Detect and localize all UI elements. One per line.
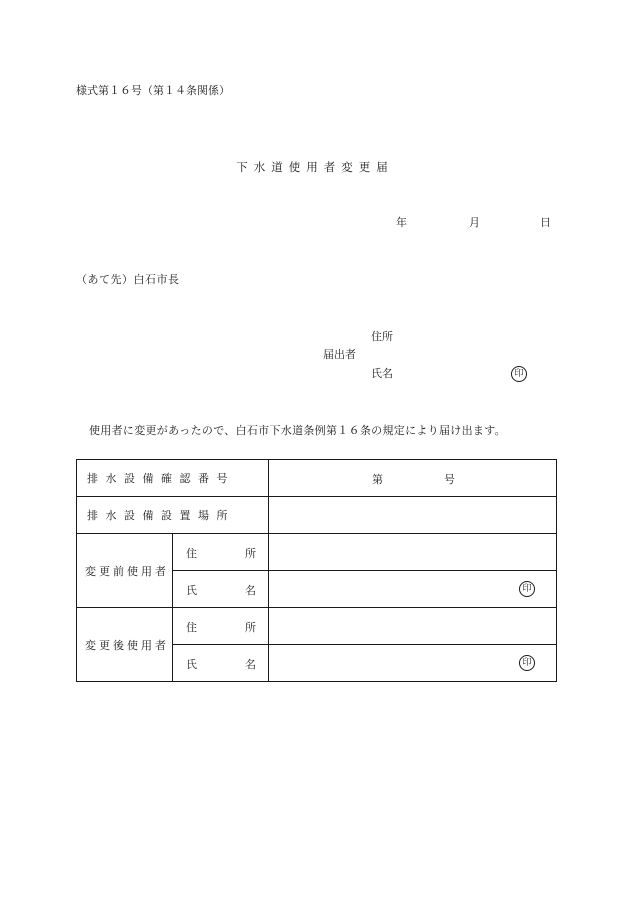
date-year-label: 年 <box>396 216 407 229</box>
previous-user-address-field[interactable] <box>269 534 557 571</box>
name-char-2: 名 <box>245 584 256 597</box>
number-suffix: 号 <box>444 473 455 486</box>
name-char-2: 名 <box>245 658 256 671</box>
table-row <box>77 497 557 534</box>
new-user-name-label <box>173 645 269 682</box>
previous-user-name-field[interactable] <box>269 571 557 608</box>
table-row <box>77 460 557 497</box>
document-title: 下水道使用者変更届 <box>236 160 394 174</box>
applicant-name-label: 氏名 <box>371 367 393 380</box>
confirmation-number-field[interactable] <box>269 460 557 497</box>
name-char-1: 氏 <box>186 658 197 671</box>
installation-location-label: 排水設備設置場所 <box>77 497 269 534</box>
new-user-address-field[interactable] <box>269 608 557 645</box>
applicant-seal-mark: 印 <box>511 366 527 382</box>
table-row <box>77 608 557 645</box>
date-day-label: 日 <box>540 216 551 229</box>
previous-user-label: 変更前使用者 <box>77 534 173 608</box>
applicant-address-label: 住所 <box>371 330 393 343</box>
addr-char-2: 所 <box>245 547 256 560</box>
addr-char-1: 住 <box>186 547 197 560</box>
confirmation-number-label: 排水設備確認番号 <box>77 460 269 497</box>
new-user-address-label <box>173 608 269 645</box>
number-prefix: 第 <box>372 473 383 486</box>
previous-user-address-label <box>173 534 269 571</box>
info-table <box>76 459 557 682</box>
addr-char-2: 所 <box>245 621 256 634</box>
applicant-role-label: 届出者 <box>323 348 356 361</box>
addr-char-1: 住 <box>186 621 197 634</box>
statement-text: 使用者に変更があったので、白石市下水道条例第１６条の規定により届け出ます。 <box>89 424 506 437</box>
new-user-name-field[interactable] <box>269 645 557 682</box>
form-number: 様式第１６号（第１４条関係） <box>76 84 230 97</box>
date-month-label: 月 <box>469 216 480 229</box>
previous-user-seal-mark: 印 <box>519 581 535 597</box>
table-row <box>77 534 557 571</box>
addressee: （あて先）白石市長 <box>76 273 180 286</box>
installation-location-field[interactable] <box>269 497 557 534</box>
new-user-label: 変更後使用者 <box>77 608 173 682</box>
name-char-1: 氏 <box>186 584 197 597</box>
new-user-seal-mark: 印 <box>519 655 535 671</box>
previous-user-name-label <box>173 571 269 608</box>
